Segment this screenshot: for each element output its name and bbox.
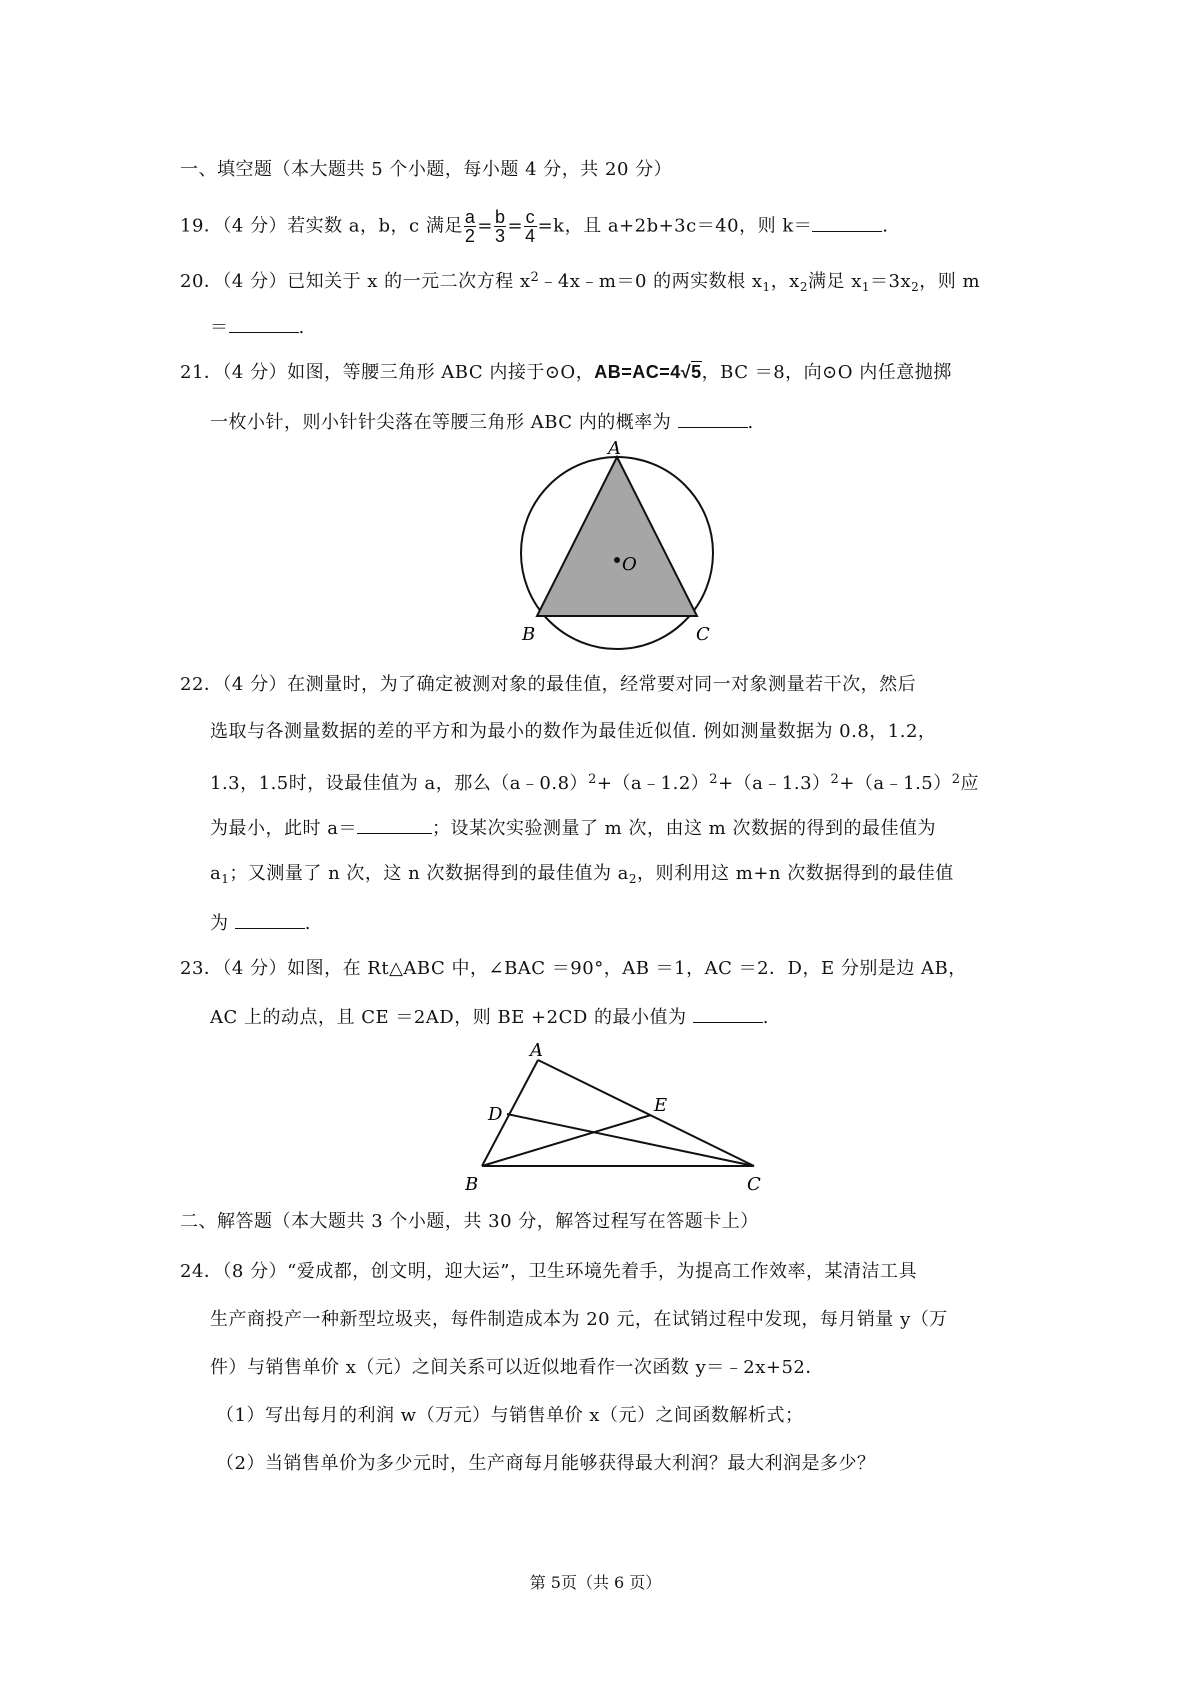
label-e: E (654, 1095, 668, 1116)
q21-text: 21．（4 分）如图，等腰三角形 ABC 内接于⊙O， (180, 362, 595, 383)
q22-text: ；又测量了 n 次，这 n 次数据得到的最佳值为 a (229, 863, 629, 884)
fraction-c-over-4: $\frac{c}{4}$ (525, 207, 536, 246)
q21-text: ，BC ＝8，向⊙O 内任意抛掷 (701, 362, 952, 383)
segment-be (482, 1115, 651, 1166)
question-22-line-2: 选取与各测量数据的差的平方和为最小的数作为最佳近似值. 例如测量数据为 0.8，1.2， (210, 721, 937, 742)
question-22-line-5 (210, 862, 954, 891)
q21-math: AB=AC=4 (594, 362, 681, 382)
q22-text: 为最小，此时 a＝ (210, 818, 357, 839)
subscript: 2 (911, 280, 920, 294)
q20-text: ＝ (210, 317, 229, 338)
q23-text: AC 上的动点，且 CE ＝2AD，则 BE +2CD 的最小值为 (210, 1007, 693, 1028)
q22-text: 为 (210, 913, 235, 934)
question-24-part-1: （1）写出每月的利润 w（万元）与销售单价 x（元）之间函数解析式； (216, 1405, 804, 1426)
subscript: 2 (628, 872, 638, 886)
q19-suffix: ，且 a+2b+3c＝40，则 k＝ (564, 215, 813, 237)
label-b: B (465, 1174, 479, 1195)
q20-text: 满足 x (807, 271, 862, 292)
q22-text: ；设某次实验测量了 m 次，由这 m 次数据的得到的最佳值为 (431, 818, 936, 839)
subscript: 1 (221, 872, 230, 886)
question-19 (180, 208, 889, 245)
period: . (747, 412, 754, 433)
exponent: 2 (588, 772, 597, 787)
q22-text: ，则利用这 m+n 次数据得到的最佳值 (637, 863, 954, 884)
equals-sign: = (507, 215, 524, 237)
period: . (882, 215, 889, 237)
q20-text: 20．（4 分）已知关于 x 的一元二次方程 x (180, 271, 531, 292)
exponent: 2 (709, 772, 719, 787)
q21-radicand: 5 (691, 362, 702, 382)
q22-text: 应 (960, 773, 980, 794)
subscript: 1 (762, 280, 771, 294)
segment-ac (538, 1060, 754, 1166)
period: . (304, 913, 311, 934)
section-1-title: 一、填空题（本大题共 5 个小题，每小题 4 分，共 20 分） (180, 159, 673, 180)
label-a: A (608, 440, 621, 459)
period: . (298, 317, 305, 338)
question-22-line-1: 22．（4 分）在测量时，为了确定被测对象的最佳值，经常要对同一对象测量若干次，然后 (180, 674, 917, 695)
fraction-b-over-3: $\frac{b}{3}$ (494, 207, 506, 246)
q22-text: +（a﹣1.5） (839, 773, 952, 794)
question-22-line-6 (210, 910, 311, 936)
answer-blank-20[interactable] (229, 314, 299, 333)
figure-right-triangle (465, 1038, 775, 1198)
answer-blank-22b[interactable] (235, 910, 305, 929)
q22-text: 1.3，1.5时，设最佳值为 a，那么（a﹣0.8） (210, 773, 589, 794)
page-footer: 第 5页（共 6 页） (529, 1573, 662, 1592)
triangle-abc (537, 457, 697, 616)
answer-blank-22a[interactable] (357, 815, 432, 834)
q21-text: 一枚小针，则小针针尖落在等腰三角形 ABC 内的概率为 (210, 412, 678, 433)
question-23-line-1: 23．（4 分）如图，在 Rt△ABC 中，∠BAC ＝90°，AB ＝1，AC ＝2．D，E 分别是边 AB， (180, 958, 967, 979)
question-22-line-3 (210, 768, 979, 796)
label-b: B (522, 624, 536, 645)
exponent: 2 (530, 270, 540, 285)
q20-text: ，则 m (919, 271, 981, 292)
q22-text: +（a﹣1.3） (718, 773, 831, 794)
section-2-title: 二、解答题（本大题共 3 个小题，共 30 分，解答过程写在答题卡上） (180, 1211, 759, 1232)
label-c: C (747, 1174, 761, 1195)
equals-k: =k (537, 215, 565, 237)
question-24-line-2: 生产商投产一种新型垃圾夹，每件制造成本为 20 元，在试销过程中发现，每月销量 y（万 (210, 1309, 948, 1330)
question-23-line-2 (210, 1004, 769, 1030)
q22-text: +（a﹣1.2） (596, 773, 710, 794)
question-21-line-2 (210, 409, 754, 435)
period: . (762, 1007, 769, 1028)
question-20-line-1 (180, 266, 980, 299)
question-24-line-3: 件）与销售单价 x（元）之间关系可以近似地看作一次函数 y＝﹣2x+52． (210, 1357, 824, 1378)
q19-prefix: 19．（4 分）若实数 a，b，c 满足 (180, 215, 463, 237)
equals-sign: = (477, 215, 493, 237)
figure-triangle-in-circle (500, 440, 740, 650)
exponent: 2 (951, 772, 961, 787)
sqrt-symbol: √ (680, 362, 692, 382)
label-d: D (488, 1104, 503, 1125)
question-21-line-1 (180, 360, 952, 385)
subscript: 1 (861, 280, 870, 294)
label-a: A (530, 1040, 543, 1061)
exponent: 2 (830, 772, 840, 787)
q20-text: ，x (770, 271, 800, 292)
answer-blank-23[interactable] (693, 1004, 763, 1023)
label-c: C (696, 624, 710, 645)
question-24-line-1: 24．（8 分）“爱成都，创文明，迎大运”，卫生环境先着手，为提高工作效率，某清洁工具 (180, 1261, 917, 1282)
answer-blank-21[interactable] (678, 409, 748, 428)
center-point (614, 557, 620, 563)
q22-text: a (210, 863, 222, 884)
question-20-line-2 (210, 314, 305, 340)
subscript: 2 (799, 280, 808, 294)
label-o: O (622, 554, 637, 575)
question-22-line-4 (210, 815, 936, 841)
question-24-part-2: （2）当销售单价为多少元时，生产商每月能够获得最大利润？最大利润是多少？ (216, 1453, 876, 1474)
q20-text: ＝3x (870, 271, 912, 292)
answer-blank-19[interactable] (812, 213, 882, 232)
q20-text: ﹣4x﹣m＝0 的两实数根 x (539, 271, 763, 292)
fraction-a-over-2: $\frac{a}{2}$ (464, 207, 476, 246)
